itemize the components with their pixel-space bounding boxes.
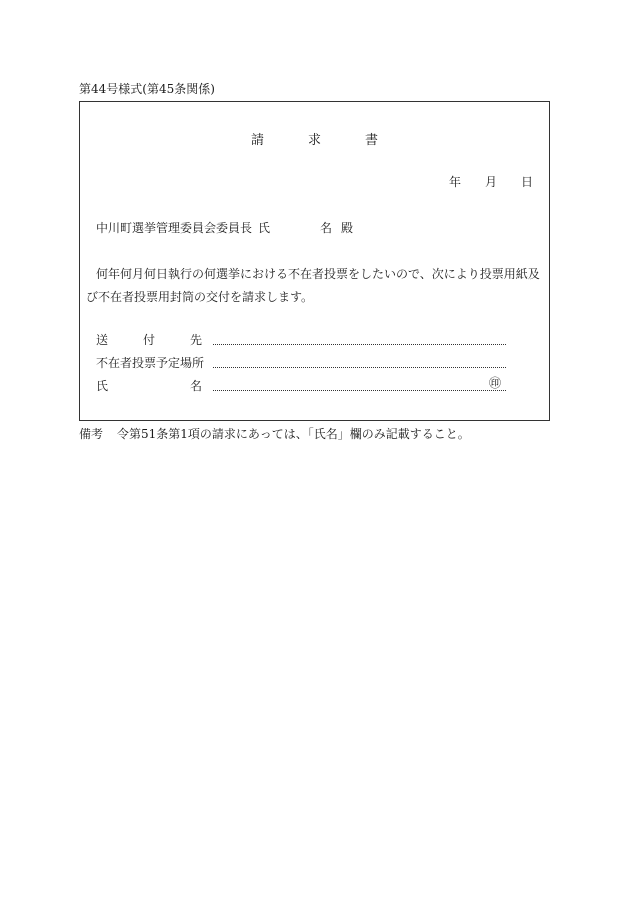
form-number: 第44号様式(第45条関係) <box>79 82 215 96</box>
destination-input-line[interactable] <box>213 344 506 345</box>
date-year: 年 <box>448 175 461 189</box>
field-row-name <box>96 377 506 395</box>
request-form-frame <box>79 101 550 421</box>
title-char: 求 <box>307 133 321 148</box>
field-label-voting-place: 不在者投票予定場所 <box>96 356 205 370</box>
voting-place-input-line[interactable] <box>213 367 506 368</box>
addressee-honorific: 殿 <box>341 221 354 235</box>
field-row-destination <box>96 331 506 349</box>
seal-mark-icon: ㊞ <box>488 376 501 390</box>
addressee-shi: 氏 <box>258 221 271 235</box>
date-day: 日 <box>520 175 533 189</box>
date-month: 月 <box>484 175 497 189</box>
remark <box>79 425 470 442</box>
remark-text: 令第51条第1項の請求にあっては、「氏名」欄のみ記載すること。 <box>117 427 470 441</box>
field-row-voting-place <box>96 354 506 372</box>
addressee-na: 名 <box>320 221 333 235</box>
remark-label: 備考 <box>79 427 104 441</box>
title-char: 請 <box>250 133 264 148</box>
date-line <box>425 173 533 190</box>
name-input-line[interactable] <box>213 390 506 391</box>
field-label-destination: 送 付 先 <box>96 333 202 347</box>
addressee-organization: 中川町選挙管理委員会委員長 <box>96 221 253 235</box>
form-title <box>80 129 549 148</box>
addressee <box>96 219 353 236</box>
request-body-text: 何年何月何日執行の何選挙における不在者投票をしたいので、次により投票用紙及び不在者投票用封筒の交付を請求します。 <box>86 267 540 304</box>
title-char: 書 <box>365 133 379 148</box>
field-label-name: 氏 名 <box>96 379 202 393</box>
